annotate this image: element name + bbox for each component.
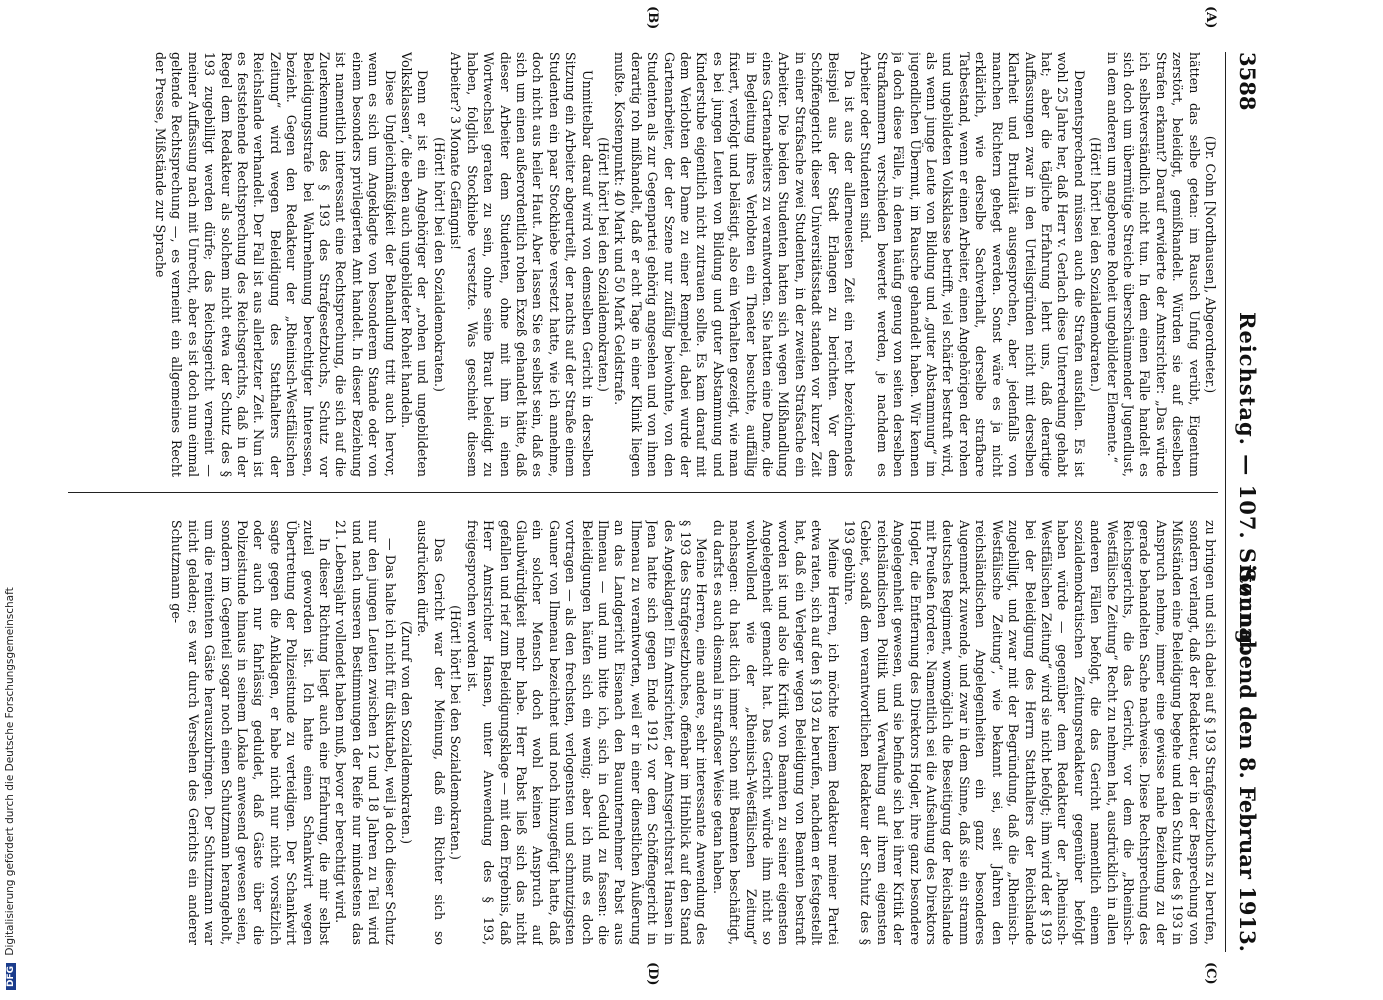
page-number: 3588 — [1235, 52, 1260, 111]
margin-mark-d: (D) — [645, 962, 660, 986]
paragraph: Denn er ist ein Angehöriger der „rohen und ungebildeten Volksklassen“, die eben auch ungebildeter Roheit handeln. — [399, 52, 431, 477]
document-page — [20, 0, 1310, 1000]
paragraph: zu bringen und sich dabei auf § 193 Strafgesetzbuchs zu berufen, sondern verlangt, daß der Redakteur, der in der Besprechung von Mißständen eine Beleidigung begehe und den Schutz des § 193 in Anspruch nehme, immer eine gewisse nahe Beziehung zu der gerade behandelten Sache nachweise. Diese Rechtsprechung des Reichsgerichts, die das Gericht, vor dem die „Rheinisch-Westfälische Zeitung“ Recht zu nehmen hat, ausdrücklich in allen anderen Fällen befolgt, die das Gericht namentlich einem sozialdemokratischen Zeitungsredakteur gegenüber befolgt haben würde — gegenüber dem Redakteur der „Rheinisch-Westfälischen Zeitung“ wird sie nicht befolgt; ihm wird der § 193 bei der Beleidigung des Herrn Statthalters der Reichslande zugebilligt, und zwar mit der Begründung, daß die „Rheinisch-Westfälische Zeitung“, wie bekannt sei, seit Jahren den reichsländischen Angelegenheiten ein ganz besonderes Augenmerk zuwende, und zwar in dem Sinne, daß sie ein stramm deutsches Regiment, womöglich die Beseitigung der Reichslande mit Preußen fordere. Namentlich sei die Aufsehung des Direktors Hogler, die Entfernung des Direktors Hogler, ihre ganz besondere Angelegenheit gewesen, und sie befinde sich bei ihrer Kritik der reichsländischen Politik und Verwaltung auf ihrem eigensten Gebiet, sodaß dem verantwortlichen Redakteur der Schutz des § 193 gebühre. — [842, 520, 1218, 945]
paragraph: — Das halte ich nicht für diskutabel, weil ja doch dieser Schutz nur den jungen Leuten zwischen 12 und 18 Jahren zu Teil wird und nach unseren Bestimmungen der Reife nur mindestens das 21. Lebensjahr vollendet haben muß, bevor er berechtigt wird. — [333, 520, 398, 945]
paragraph: Meine Herren, eine andere, sehr interessante Anwendung des § 193 des Strafgesetzbuches, offenbar im Hinblick auf den Stand des Angeklagten! Ein Amtsrichter, der Amtsgerichtsrat Hansen in Jena hatte sich gegen Ende 1912 vor dem Schöffengericht in Ilmenau zu verantworten, weil er in einer dienstlichen Äußerung an das Landgericht Eisenach den Bauunternehmer Pabst aus Ilmenau — und nun bitte ich, sich in Geduld zu fassen: die Beleidigungen häufen sich ein wenig; aber ich muß es doch vortragen — als den frechsten, verlogensten und schmutzigsten Gauner von Ilmenau bezeichnet und noch hinzugefügt hatte, daß ein solcher Mensch doch wohl keinen Anspruch auf Glaubwürdigkeit mehr habe. Herr Pabst ließ sich das nicht gefallen und rief zum Beleidigungsklage — mit dem Ergebnis, daß Herr Amtsrichter Hansen, unter Anwendung des § 193, freigesprochen worden ist. — [464, 520, 710, 945]
left-text-column — [68, 52, 1218, 477]
paragraph: hätten das selbe getan: im Rausch Unfug verübt, Eigentum zerstört, beleidigt, gemißhandelt. Würden sie auf dieselben Strafen erkannt? Darauf erwiderte der Amtsrichter: „Das würde ich selbstverständlich nicht tun. In dem einen Falle handelt es sich doch um übermütige Streiche überschäumender Jugendlust, in dem anderen um angeborene Roheit ungebildeter Elemente.“ — [1104, 52, 1202, 477]
margin-mark-c: (C) — [1203, 962, 1218, 985]
funding-footer — [4, 0, 18, 990]
dfg-logo: DFG — [6, 963, 16, 990]
paragraph: Diese Ungleichmäßigkeit der Behandlung tritt auch hervor, wenn es sich um Angeklagte von besonderem Stande oder von einem besonders privilegierten Amt handelt. In dieser Beziehung ist namentlich interessant eine Rechtsprechung, die sich auf die Zuerkennung des § 193 des Strafgesetzbuchs, Schutz vor Beleidigungsstrafe bei Wahrnehmung berechtigter Interessen, bezieht. Gegen den Redakteur der „Rheinisch-Westfälischen Zeitung“ wird wegen Beleidigung des Statthalters der Reichslande verhandelt. Der Fall ist aus allerletzter Zeit. Nun ist es feststehende Rechtsprechung des Reichsgerichts, daß in der Regel dem Redakteur als solchem nicht etwa der Schutz des § 193 zugebilligt werden dürfe; das Reichsgericht verneint — meiner Auffassung nach mit Unrecht, aber es ist doch nun einmal geltende Rechtsprechung —, es verneint ein allgemeines Recht der Presse, Mißstände zur Sprache — [153, 52, 398, 477]
column-divider — [68, 492, 1218, 493]
paragraph: Unmittelbar darauf wird von demselben Gericht in derselben Sitzung ein Arbeiter abgeurteilt, der nachts auf der Straße einem Studenten ein paar Stockhiebe versetzt hatte, wie ich annehme, doch nicht aus heiler Haut. Aber lassen Sie es selbst sein, daß es sich um einen außerordentlich rohen Exzeß gehandelt hätte, daß dieser Arbeiter dem Studenten, ohne mit ihm in einen Wortwechsel geraten zu sein, ohne seine Braut beleidigt zu haben, folglich Stockhiebe versetzte. Was geschieht diesem Arbeiter? 3 Monate Gefängnis! — [448, 52, 595, 477]
right-text-column — [68, 520, 1218, 945]
interjection: (Hört! hört! bei den Sozialdemokraten.) — [431, 137, 447, 392]
paragraph: Meine Herren, ich möchte keinem Redakteur meiner Partei etwa raten, sich auf den § 193 zu berufen, nachdem er festgestellt hat, daß ein Verleger wegen Beleidigung von Beamten bestraft worden ist und also die Kritik von Beamten zu seiner eigensten Angelegenheit gemacht hat. Das Gericht würde ihm nicht so wohlwollend wie der „Rheinisch-Westfälischen Zeitung“ nachsagen: du hast dich immer schon mit Beamten beschäftigt, du darfst es auch diesmal in strafloser Weise getan haben. — [710, 520, 841, 945]
speaker-note: (Dr. Cohn [Nordhausen], Abgeordneter.) — [1203, 135, 1218, 394]
paragraph: Dementsprechend müssen auch die Strafen ausfallen. Es ist wohl 25 Jahre her, daß Herr v. Gerlach diese Unterredung gehabt hat; aber die tägliche Erfahrung lehrt uns, daß derartige Auffassungen zwar in den Urteilsgründen nicht mit derselben Klarheit und Brutalität ausgesprochen, aber jedenfalls von manchen Richtern gehegt werden. Sonst wäre es ja nicht erklärlich, wie derselbe Sachverhalt, derselbe strafbare Tatbestand, wenn er einen Arbeiter, einen Angehörigen der rohen und ungebildeten Volksklasse betrifft, viel schärfer bestraft wird, als wenn junge Leute von Bildung und „guter Abstammung“ im jugendlichen Übermut, im Rausche gehandelt haben. Wir kennen ja doch diese Fälle, in denen häufig genug von seiten derselben Strafkammern verschieden bewertet werden, je nachdem es Arbeiter oder Studenten sind. — [858, 52, 1087, 477]
funding-note: Digitalisierung gefördert durch die Deutsche Forschungsgemeinschaft — [4, 587, 16, 956]
interjection: (Hört! hört! bei den Sozialdemokraten.) — [595, 137, 611, 392]
interjection: (Hört! hört! bei den Sozialdemokraten.) — [448, 605, 464, 860]
page-header — [1230, 52, 1260, 952]
paragraph: Da ist aus der allerneuesten Zeit ein recht bezeichnendes Beispiel aus der Stadt Erlangen zu berichten. Vor dem Schöffengericht dieser Universitätsstadt standen vor kurzer Zeit in einer Strafsache zwei Studenten, in der zweiten Strafsache ein Arbeiter. Die beiden Studenten hatten sich wegen Mißhandlung eines Gartenarbeiters zu verantworten. Sie hatten eine Dame, die in Begleitung ihres Verlobten ein Theater besuchte, auffällig fixiert, verfolgt und belästigt, also ein Verhalten gezeigt, wie man es bei jungen Leuten von Bildung und guter Abstammung und Kinderstube eigentlich nicht zutrauen sollte. Es kam darauf mit dem Verlobten der Dame zu einer Rempelei, dabei wurde der Gartenarbeiter, der der Szene nur zufällig beiwohnte, von den Studenten als zur Gegenpartei gehörig angesehen und von ihnen derartig roh mißhandelt, daß er acht Tage in einer Klinik liegen mußte. Kostenpunkt: 40 Mark und 50 Mark Geldstrafe. — [612, 52, 858, 477]
paragraph: In dieser Richtung liegt auch eine Erfahrung, die mir selbst zuteil geworden ist. Ich hatte einen Schankwirt wegen Übertretung der Polizeistunde zu verteidigen. Der Schankwirt sagte gegen die Anklagen, er habe nicht nur nicht vorsätzlich oder auch nur fahrlässig geduldet, daß Gäste über die Polizeistunde hinaus in seinem Lokale anwesend gewesen seien, sondern im Gegenteil sogar noch einen Schutzmann herangeholt, um die renitenten Gäste herauszubringen. Der Schutzmann war nicht geladen; es war durch Versehen des Gerichts ein anderer Schutzmann ge- — [169, 520, 333, 945]
margin-mark-a: (A) — [1203, 6, 1218, 29]
header-date: Sonnabend den 8. Februar 1913. — [1235, 567, 1260, 952]
paragraph: Das Gericht war der Meinung, daß ein Richter sich so ausdrücken dürfe. — [415, 520, 447, 945]
interjection: (Zuruf von den Sozialdemokraten.) — [399, 620, 415, 845]
interjection: (Hört! hört! bei den Sozialdemokraten.) — [1088, 137, 1104, 392]
header-rule — [1225, 52, 1226, 952]
margin-mark-b: (B) — [645, 6, 660, 30]
header-title: Reichstag. — 107. Sitzung. — [1235, 312, 1260, 654]
